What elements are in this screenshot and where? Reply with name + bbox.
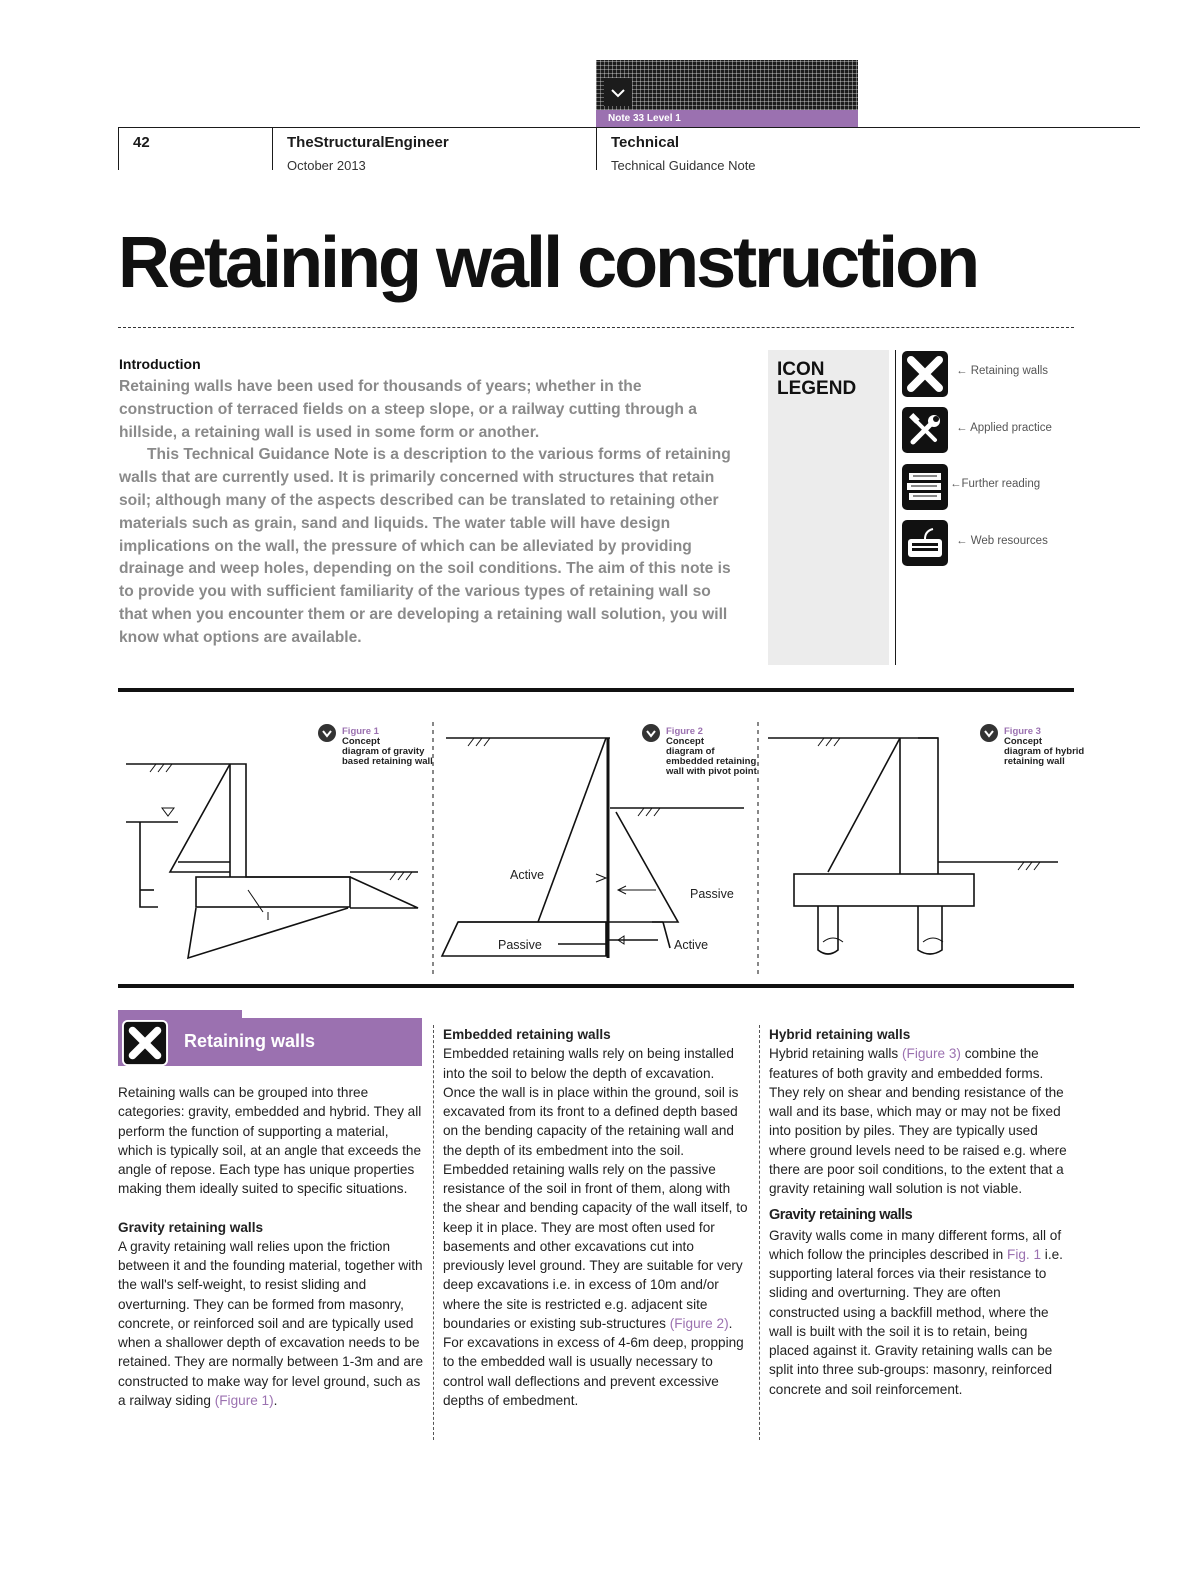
caption-line: Concept [666,736,704,747]
figure-top-rule [118,688,1074,692]
subsection-name: Technical Guidance Note [611,158,756,173]
paragraph-text: Embedded retaining walls rely on being installed into the soil to below the depth of excavation. Once the wall is in place within the ground, soil is excavated from its front to a defined depth based on the bending capacity of the retaining wall and the depth of its embedment into the soil. Embedded retaining walls rely on the passive resistance of the soil in front of them, along with the shear and bending capacity of the wall itself, to keep it in place. They are most often used for basements and other excavations cut into previously level ground. They are suitable for very deep excavations i.e. in excess of 10m and/or where the site is restricted e.g. adjacent site boundaries or existing sub-structures [443,1046,748,1331]
body-paragraph [769,1226,1069,1399]
column-3 [769,1025,1069,1399]
body-paragraph [118,1237,424,1410]
down-arrow-circle-icon [641,723,661,743]
passive-label: Passive [690,887,734,901]
legend-label: ←Further reading [950,478,1041,490]
figure-link[interactable]: (Figure 2) [669,1315,729,1331]
column-1 [118,1083,424,1410]
x-icon [901,350,949,398]
books-icon [901,463,949,511]
computer-icon [901,519,949,567]
figure-1-diagram [126,764,418,958]
column-divider [759,1025,760,1440]
note-level-label: Note 33 Level 1 [596,110,858,127]
subheading: Gravity retaining walls [118,1219,264,1235]
legend-label: ← Retaining walls [956,365,1049,377]
figure-label: Figure 1 [342,726,379,737]
issue-date: October 2013 [287,158,366,173]
figure-link[interactable]: Fig. 1 [1007,1246,1042,1262]
body-paragraph [769,1044,1069,1198]
tools-icon [901,406,949,454]
intro-paragraph: This Technical Guidance Note is a description to the various forms of retaining walls that are currently used. It is primarily concerned with structures that retain soil; although many of the aspects described can be translated to retaining other materials such as grain, sand and liquids. The water table will have design implications on the wall, the pressure of which can be alleviated by providing drainage and weep holes, depending on the soil conditions. The aim of this note is to provide you with sufficient familiarity of the various types of retaining wall so that when you encounter them or are developing a retaining wall solution, you will know what options are available. [119,446,731,646]
figure-caption [342,727,433,767]
tag-pattern [596,60,858,110]
paragraph-text: A gravity retaining wall relies upon the friction between it and the founding material, together with the wall's self-weight, to resist sliding and overturning. They can be formed from masonry, concrete, or reinforced soil and are typically used when a shallower depth of excavation needs to be retained. They are normally between 1-3m and are constructed to make way for level ground, such as a railway siding [118,1238,424,1408]
section-title: Retaining walls [184,1031,316,1051]
intro-text [119,376,739,650]
passive-label: Passive [498,938,542,952]
body-paragraph: For excavations in excess of 4-6m deep, propping to the embedded wall is usually necessary to control wall deflections and prevent excessive depths of embedment. [443,1335,744,1408]
figures-panel [118,712,1074,982]
active-label: Active [510,868,545,882]
caption-line: based retaining wall [342,756,433,767]
paragraph-text: Gravity walls come in many different forms, all of which follow the principles described in [769,1227,1062,1262]
figure-label: Figure 2 [666,726,703,737]
subheading: Gravity retaining walls [769,1207,913,1224]
note-tag [596,60,858,127]
caption-line: Concept [1004,736,1042,747]
caption-line: diagram of gravity [342,746,425,757]
legend-title [777,360,856,398]
caption-line: embedded retaining [666,756,757,767]
journal-name: TheStructuralEngineer [287,134,449,151]
legend-title-line: LEGEND [777,378,857,399]
figure-3-diagram [768,738,1058,954]
down-arrow-circle-icon [979,723,999,743]
legend-label-text: Further reading [961,478,1041,490]
active-label: Active [674,938,709,952]
subheading: Embedded retaining walls [443,1027,611,1042]
column-divider [433,1025,434,1440]
divider [118,128,119,170]
x-icon [122,1020,168,1066]
paragraph-text: Hybrid retaining walls [769,1046,899,1062]
legend-label-text: Retaining walls [970,365,1049,377]
figure-label: Figure 3 [1004,726,1041,737]
paragraph-text: . [728,1315,733,1331]
legend-title-line: ICON [777,359,825,380]
title-rule [118,327,1074,328]
down-arrow-circle-icon [317,723,337,743]
page-title: Retaining wall construction [118,223,978,303]
paragraph-text: . [273,1392,278,1408]
subheading: Hybrid retaining walls [769,1027,911,1042]
legend-label: ← Web resources [956,535,1048,547]
intro-paragraph: Retaining walls have been used for thousands of years; whether in the construction of terraced fields on a steep slope, or a railway cutting through a hillside, a retaining wall is used in some form or another. [119,378,697,441]
column-2 [443,1025,749,1410]
figure-link[interactable]: (Figure 3) [901,1046,961,1062]
figure-caption [1004,727,1084,767]
figure-link[interactable]: (Figure 1) [214,1392,274,1408]
caption-line: diagram of [666,746,715,757]
figure-bottom-rule [118,984,1074,988]
legend-label: ← Applied practice [956,422,1052,434]
caption-line: retaining wall [1004,756,1065,767]
paragraph-text: combine the features of both gravity and embedded forms. They rely on shear and bending resistance of the wall and its base, which may or may not be fixed into position by piles. They are typically used where ground levels need to be raised e.g. where there are poor soil conditions, to the extent that a gravity retaining wall solution is not viable. [769,1046,1067,1196]
legend-label-text: Applied practice [970,422,1052,434]
caption-line: Concept [342,736,380,747]
section-name: Technical [611,134,680,151]
caption-line: diagram of hybrid [1004,746,1085,757]
body-paragraph: Retaining walls can be grouped into three categories: gravity, embedded and hybrid. They all perform the function of supporting a material, which is typically soil, at an angle that exceeds the angle of repose. Each type has unique properties making them ideally suited to specific situations. [118,1085,422,1197]
legend-label-text: Web resources [970,535,1048,547]
body-paragraph [443,1044,749,1333]
divider [596,128,597,170]
intro-heading: Introduction [119,356,201,372]
caption-line: wall with pivot point [666,766,757,777]
paragraph-text: i.e. supporting lateral forces via their resistance to sliding and overturning. They are often constructed using a backfill method, where the wall is built with the soil it is to retain, being placed against it. Gravity retaining walls can be split into three sub-groups: masonry, reinforced concrete and soil reinforcement. [769,1246,1063,1397]
page-number: 42 [133,134,150,151]
figure-caption [666,727,757,777]
chevron-down-icon [604,78,632,106]
divider [272,128,273,170]
legend-divider [895,350,896,665]
